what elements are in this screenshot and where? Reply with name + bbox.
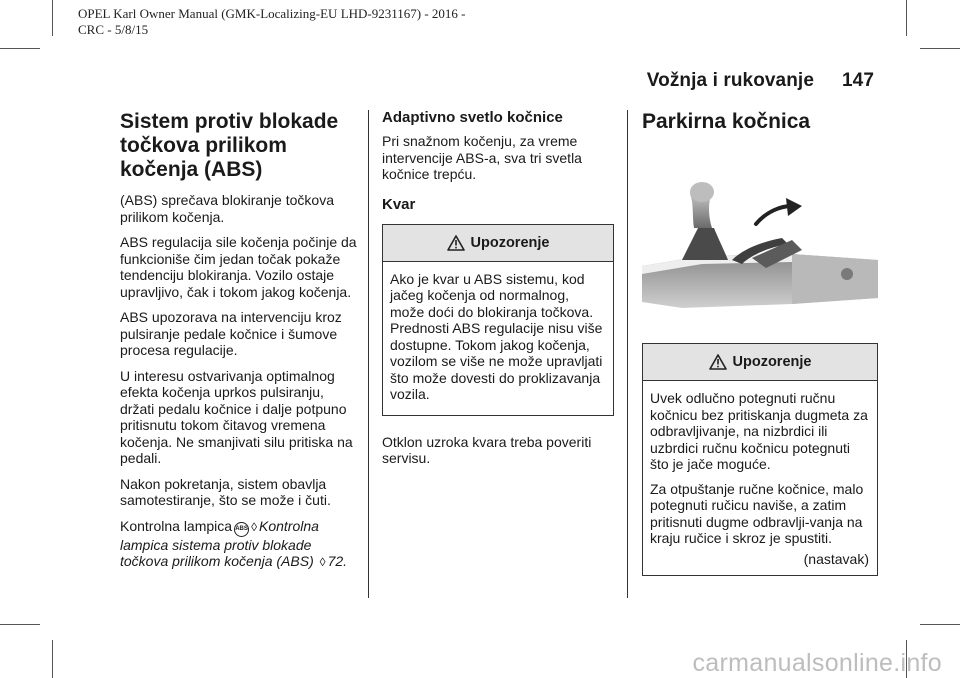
warning-box: [642, 343, 878, 576]
warning-title: Upozorenje: [470, 234, 550, 251]
warning-triangle-icon: [709, 354, 727, 370]
continued-label: (nastavak): [803, 550, 869, 567]
warning-box: [382, 224, 614, 416]
warning-text: Uvek odlučno potegnuti ručnu kočnicu bez pritiskanja dugmeta za odbravljivanje, na nizbrdici ili uzbrdici ručnu kočnicu potegnuti što je jače moguće.: [650, 390, 868, 472]
crop-mark: [906, 0, 907, 36]
abs-paragraph: (ABS) sprečava blokiranje točkova prilikom kočenja.: [120, 192, 334, 225]
column-brake-light: [382, 108, 614, 476]
adaptive-heading: Adaptivno svetlo kočnice: [382, 109, 563, 126]
parking-brake-heading: Parkirna kočnica: [642, 110, 811, 133]
watermark: carmanualsonline.info: [692, 649, 942, 677]
abs-lamp-icon: ABS: [234, 522, 249, 537]
parking-brake-illustration: [642, 176, 878, 332]
column-parking-brake: [642, 108, 878, 144]
print-header-line2: CRC - 5/8/15: [78, 22, 149, 37]
lamp-link[interactable]: Kontrolna lampica sistema protiv blokade točkova prilikom kočenja (ABS): [120, 517, 319, 569]
crop-mark: [0, 624, 40, 625]
warning-title: Upozorenje: [732, 354, 812, 370]
abs-paragraph: ABS regulacija sile kočenja počinje da funkcioniše čim jedan točak pokaže tendenciju blokiranja. Vozilo ostaje upravljivo, čak i tokom jakog kočenja.: [120, 234, 357, 300]
warning-text: Za otpuštanje ručne kočnice, malo potegnuti ručicu naviše, a zatim pritisnuti dugme odbravlji-vanja na kraju ručice i skroz je spustiti.: [650, 480, 864, 546]
adaptive-text: Pri snažnom kočenju, za vreme intervencije ABS-a, sva tri svetla kočnice trepću.: [382, 133, 582, 182]
parking-warning-wrap: [642, 343, 878, 588]
print-header: [78, 6, 466, 38]
column-abs: [120, 110, 360, 580]
running-head: [647, 70, 874, 92]
warning-body: [383, 262, 613, 415]
lamp-page[interactable]: 72.: [327, 553, 348, 569]
warning-body: [643, 381, 877, 575]
crop-mark: [920, 624, 960, 625]
section-title: Vožnja i rukovanje: [646, 70, 814, 91]
abs-paragraph: Nakon pokretanja, sistem obavlja samotestiranje, što se može i čuti.: [120, 475, 331, 508]
column-divider: [627, 110, 628, 598]
print-header-line1: OPEL Karl Owner Manual (GMK-Localizing-EU LHD-9231167) - 2016 -: [78, 6, 466, 21]
abs-paragraph: U interesu ostvarivanja optimalnog efekta kočenja uprkos pulsiranju, držati pedalu kočnice i dalje potpuno pritisnutu tokom čitavog vremena kočenja. Ne smanjivati silu pritiska na pedali.: [120, 367, 353, 466]
column-divider: [368, 110, 369, 598]
crop-mark: [0, 48, 40, 49]
xref-icon: ◊: [319, 555, 326, 569]
warning-header: [643, 344, 877, 381]
fault-service-text: Otklon uzroka kvara treba poveriti servisu.: [382, 433, 592, 466]
warning-header: [383, 225, 613, 262]
abs-heading: Sistem protiv blokade točkova prilikom kočenja (ABS): [120, 110, 339, 181]
xref-icon: ◊: [251, 519, 257, 534]
crop-mark: [52, 0, 53, 36]
lamp-prefix: Kontrolna lampica: [120, 517, 233, 534]
abs-lamp-reference: [120, 518, 360, 571]
warning-text: Ako je kvar u ABS sistemu, kod jačeg kočenja od normalnog, može doći do blokiranja točkova. Prednosti ABS regulacije nisu više dostupne. Tokom jakog kočenja, vozilom se više ne može upravljati što može dovesti do proklizavanja vozila.: [390, 270, 603, 402]
warning-triangle-icon: [447, 235, 465, 251]
fault-heading: Kvar: [382, 195, 416, 213]
crop-mark: [52, 640, 53, 678]
abs-paragraph: ABS upozorava na intervenciju kroz pulsiranje pedale kočnice i šumove procesa regulacije.: [120, 309, 342, 358]
page-number: 147: [841, 70, 874, 91]
crop-mark: [920, 48, 960, 49]
